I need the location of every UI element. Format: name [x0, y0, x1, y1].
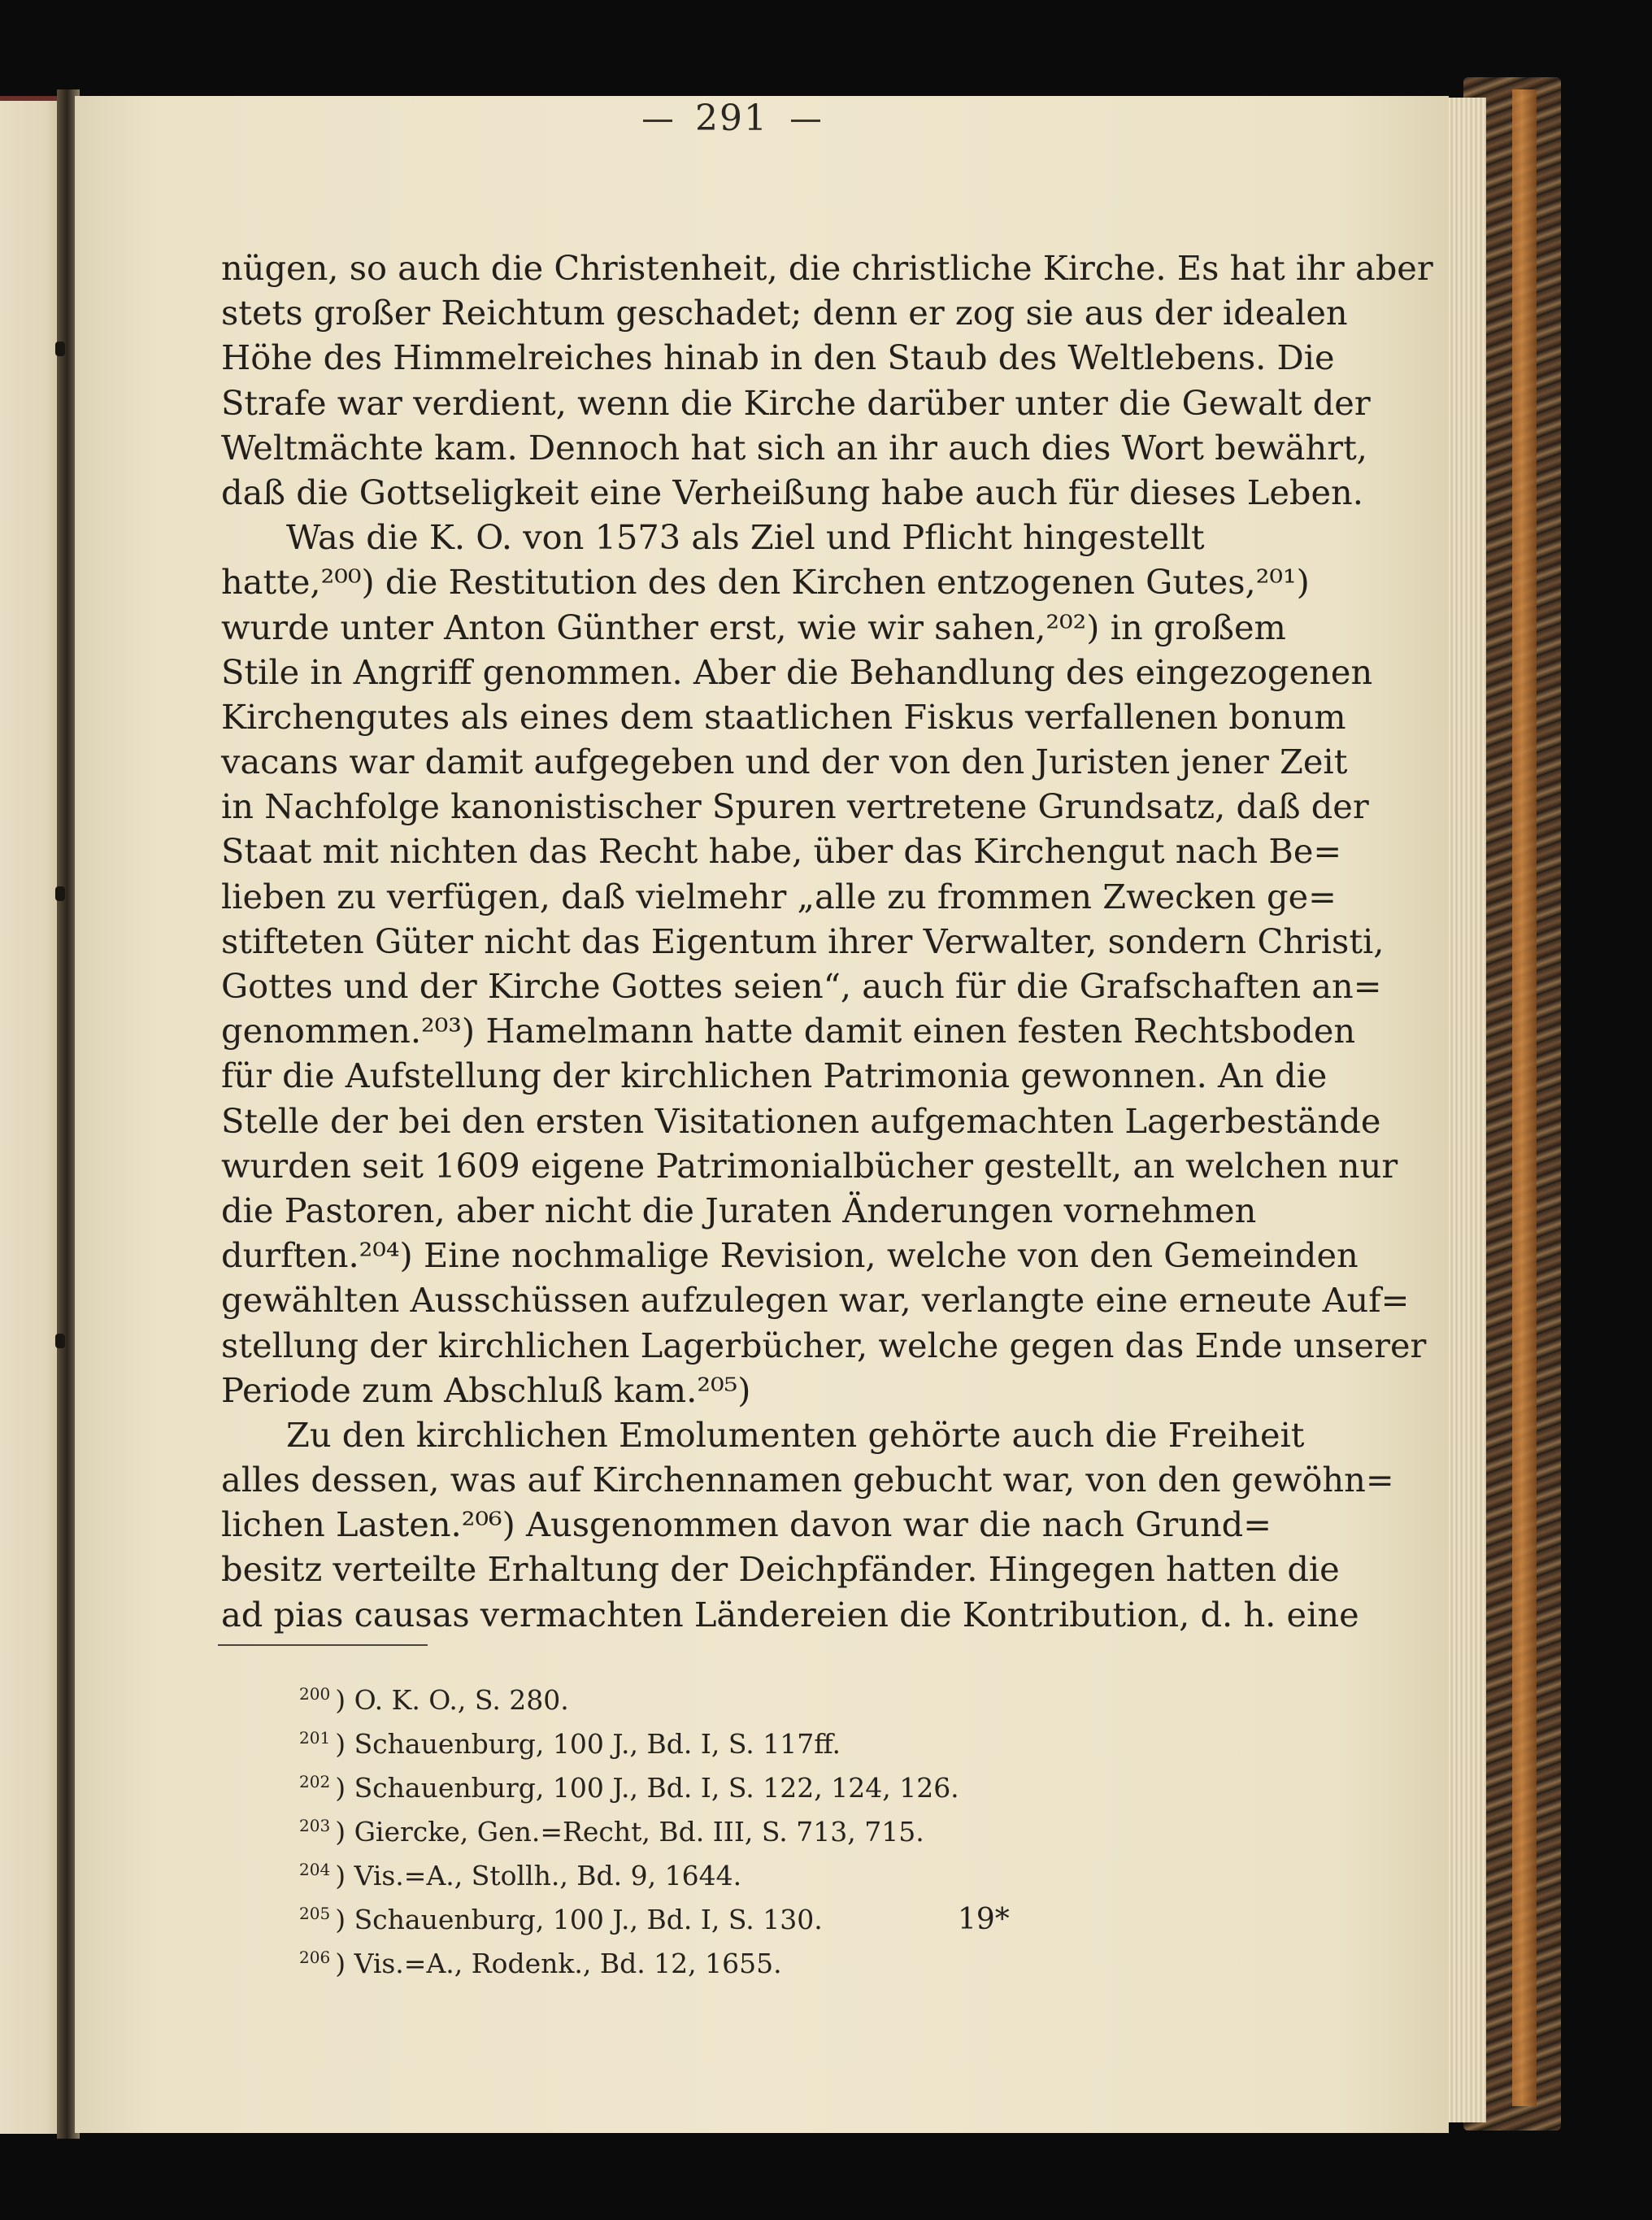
text-line: Höhe des Himmelreiches hinab in den Staub des Weltlebens. Die	[221, 337, 1335, 378]
footnote-number: 204	[299, 1860, 331, 1879]
footnote: $^{203}$ ) Giercke, Gen.=Recht, Bd. III, S. 713, 715.	[299, 1816, 924, 1848]
text-line: hatte,²⁰⁰) die Restitution des den Kirchen entzogenen Gutes,²⁰¹)	[221, 562, 1310, 603]
signature-mark: 19*	[958, 1903, 1010, 1936]
footnote: $^{206}$ ) Vis.=A., Rodenk., Bd. 12, 1655.	[299, 1948, 782, 1979]
text-line: Kirchengutes als eines dem staatlichen Fiskus verfallenen bonum	[221, 696, 1346, 737]
text-line: genommen.²⁰³) Hamelmann hatte damit einen festen Rechtsboden	[221, 1011, 1356, 1051]
text-line: daß die Gottseligkeit eine Verheißung habe auch für dieses Leben.	[221, 472, 1363, 512]
footnote-number: 203	[299, 1816, 331, 1835]
binding-hole	[55, 886, 65, 901]
footnote-text: O. K. O., S. 280.	[354, 1684, 569, 1716]
text-line: die Pastoren, aber nicht die Juraten Änderungen vornehmen	[221, 1190, 1257, 1230]
text-line: Weltmächte kam. Dennoch hat sich an ihr auch dies Wort bewährt,	[221, 427, 1367, 468]
text-line: alles dessen, was auf Kirchennamen gebucht war, von den gewöhn=	[221, 1460, 1394, 1500]
text-line: wurde unter Anton Günther erst, wie wir sahen,²⁰²) in großem	[221, 607, 1286, 647]
footnote-text: Vis.=A., Stollh., Bd. 9, 1644.	[354, 1860, 742, 1891]
footnote-number: 201	[299, 1728, 331, 1748]
text-line: gewählten Ausschüssen aufzulegen war, verlangte eine erneute Auf=	[221, 1280, 1410, 1321]
text-line: stets großer Reichtum geschadet; denn er zog sie aus der idealen	[221, 293, 1348, 333]
binding-hole	[55, 1334, 65, 1348]
text-line: lieben zu verfügen, daß vielmehr „alle zu frommen Zwecken ge=	[221, 876, 1337, 916]
footnotes	[299, 1675, 1112, 1983]
footnote: $^{200}$ ) O. K. O., S. 280.	[299, 1684, 569, 1716]
text-line: besitz verteilte Erhaltung der Deichpfänder. Hingegen hatten die	[221, 1549, 1340, 1590]
left-page-edge	[0, 96, 63, 2134]
footnote: $^{202}$ ) Schauenburg, 100 J., Bd. I, S. 122, 124, 126.	[299, 1772, 959, 1804]
text-line: Staat mit nichten das Recht habe, über das Kirchengut nach Be=	[221, 831, 1342, 872]
header-dash-left	[643, 120, 672, 122]
text-line: Stile in Angriff genommen. Aber die Behandlung des eingezogenen	[221, 651, 1373, 692]
footnote: $^{205}$ ) Schauenburg, 100 J., Bd. I, S. 130.	[299, 1904, 823, 1935]
text-line: vacans war damit aufgegeben und der von den Juristen jener Zeit	[221, 742, 1348, 782]
text-line: stellung der kirchlichen Lagerbücher, welche gegen das Ende unserer	[221, 1325, 1427, 1365]
footnote-text: Vis.=A., Rodenk., Bd. 12, 1655.	[354, 1948, 782, 1979]
text-line: für die Aufstellung der kirchlichen Patrimonia gewonnen. An die	[221, 1056, 1328, 1096]
text-line: Strafe war verdient, wenn die Kirche darüber unter die Gewalt der	[221, 382, 1371, 423]
footnote-number: 206	[299, 1948, 331, 1967]
text-line: lichen Lasten.²⁰⁶) Ausgenommen davon war die nach Grund=	[221, 1504, 1272, 1545]
footnote-rule	[218, 1644, 428, 1646]
text-line: ad pias causas vermachten Ländereien die Kontribution, d. h. eine	[221, 1594, 1359, 1635]
text-line: nügen, so auch die Christenheit, die christliche Kirche. Es hat ihr aber	[221, 248, 1433, 288]
binding-hole	[55, 342, 65, 356]
text-line: wurden seit 1609 eigene Patrimonialbücher gestellt, an welchen nur	[221, 1145, 1398, 1186]
text-line: Stelle der bei den ersten Visitationen aufgemachten Lagerbestände	[221, 1100, 1381, 1141]
footnote-number: 200	[299, 1684, 331, 1704]
text-line: Zu den kirchlichen Emolumenten gehörte auch die Freiheit	[286, 1414, 1305, 1455]
footnote-text: Giercke, Gen.=Recht, Bd. III, S. 713, 715.	[354, 1816, 924, 1848]
footnote-text: Schauenburg, 100 J., Bd. I, S. 122, 124, 126.	[354, 1772, 959, 1804]
text-line: stifteten Güter nicht das Eigentum ihrer Verwalter, sondern Christi,	[221, 921, 1385, 961]
text-line: Gottes und der Kirche Gottes seien“, auch für die Grafschaften an=	[221, 966, 1382, 1006]
footnote: $^{201}$ ) Schauenburg, 100 J., Bd. I, S. 117ff.	[299, 1728, 841, 1760]
cover-binding	[1512, 89, 1537, 2106]
body-text	[221, 246, 1433, 1637]
text-line: Was die K. O. von 1573 als Ziel und Pflicht hingestellt	[286, 517, 1205, 558]
footnote-number: 205	[299, 1904, 331, 1923]
page-header	[0, 98, 1463, 139]
text-line: Periode zum Abschluß kam.²⁰⁵)	[221, 1369, 751, 1410]
footnote: $^{204}$ ) Vis.=A., Stollh., Bd. 9, 1644.	[299, 1860, 742, 1891]
text-line: in Nachfolge kanonistischer Spuren vertretene Grundsatz, daß der	[221, 786, 1369, 827]
footnote-number: 202	[299, 1772, 331, 1791]
header-dash-right	[791, 120, 820, 122]
footnote-text: Schauenburg, 100 J., Bd. I, S. 117ff.	[354, 1728, 841, 1760]
page-number: 291	[695, 98, 768, 139]
text-line: durften.²⁰⁴) Eine nochmalige Revision, welche von den Gemeinden	[221, 1235, 1359, 1276]
footnote-text: Schauenburg, 100 J., Bd. I, S. 130.	[354, 1904, 823, 1935]
